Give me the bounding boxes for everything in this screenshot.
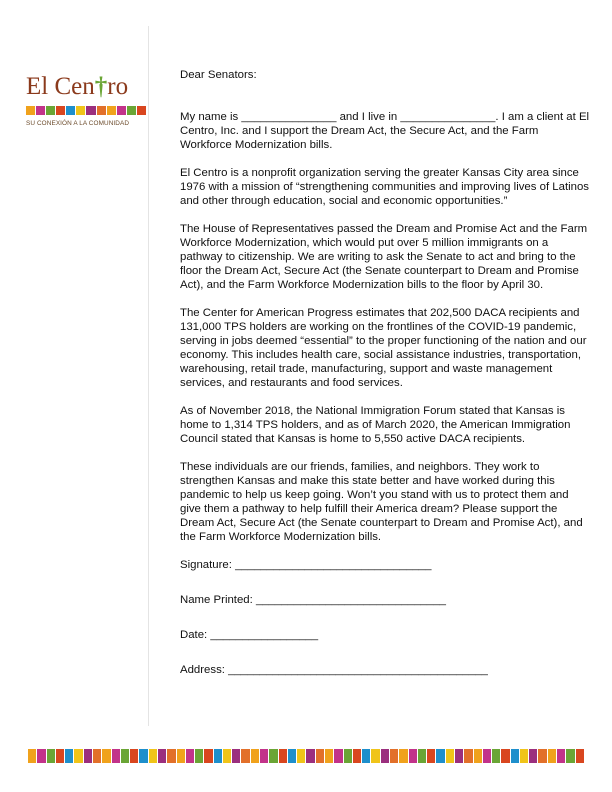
pattern-tile [362,749,370,763]
pattern-tile [279,749,287,763]
pattern-tile [548,749,556,763]
pattern-tile [223,749,231,763]
pattern-tile [36,106,45,115]
letter-body [180,68,592,698]
pattern-tile [538,749,546,763]
pattern-tile [566,749,574,763]
pattern-tile [381,749,389,763]
pattern-tile [66,106,75,115]
paragraph-house: The House of Representatives passed the Dream and Promise Act and the Farm Workforce Modernization, which would put over 5 million immigrants on a pathway to citizenship. We are writing to ask the Senate to act and bring to the floor the Dream Act, Secure Act (the Senate counterpart to Dream and Promise Act), and the Farm Workforce Modernization bills to the floor by April 30. [180,223,588,291]
pattern-tile [399,749,407,763]
pattern-tile [501,749,509,763]
footer-pattern-strip [28,749,584,763]
pattern-tile [344,749,352,763]
pattern-tile [97,106,106,115]
salutation: Dear Senators: [180,69,257,81]
logo-pattern-strip [26,106,146,115]
pattern-tile [288,749,296,763]
pattern-tile [137,106,146,115]
pattern-tile [167,749,175,763]
pattern-tile [511,749,519,763]
pattern-tile [28,749,36,763]
pattern-tile [46,106,55,115]
pattern-tile [65,749,73,763]
paragraph-mission: El Centro is a nonprofit organization serving the greater Kansas City area since 1976 with a mission of “strengthening communities and improving lives of Latinos and other through education, social and economic opportunities.” [180,167,590,207]
pattern-tile [204,749,212,763]
pattern-tile [37,749,45,763]
pattern-tile [177,749,185,763]
pattern-tile [74,749,82,763]
pattern-tile [214,749,222,763]
paragraph-progress: The Center for American Progress estimates that 202,500 DACA recipients and 131,000 TPS holders are working on the frontlines of the COVID-19 pandemic, serving in jobs deemed “essential” to the proper functioning of the nation and our economy. This includes health care, social assistance industries, transportation, warehousing, retail trade, manufacturing, support and waste management services, and restaurants and food services. [180,307,587,389]
pattern-tile [334,749,342,763]
pattern-tile [353,749,361,763]
pattern-tile [102,749,110,763]
pattern-tile [464,749,472,763]
pattern-tile [316,749,324,763]
pattern-tile [139,749,147,763]
paragraph-intro: My name is _______________ and I live in _______________. I am a client at El Centro, Inc. and I support the Dream Act, the Secure Act, and the Farm Workforce Modernization bills. [180,111,590,151]
pattern-tile [56,749,64,763]
pattern-tile [520,749,528,763]
date-field: Date: _________________ [180,629,319,641]
pattern-tile [121,749,129,763]
pattern-tile [93,749,101,763]
address-field: Address: _________________________________________ [180,664,488,676]
pattern-tile [47,749,55,763]
pattern-tile [158,749,166,763]
pattern-tile [427,749,435,763]
pattern-tile [269,749,277,763]
el-centro-logo [26,74,146,127]
pattern-tile [297,749,305,763]
pattern-tile [483,749,491,763]
pattern-tile [251,749,259,763]
logo-tagline: SU CONEXIÓN A LA COMUNIDAD [26,120,130,127]
pattern-tile [576,749,584,763]
pattern-tile [84,749,92,763]
pattern-tile [306,749,314,763]
pattern-tile [455,749,463,763]
pattern-tile [436,749,444,763]
pattern-tile [56,106,65,115]
logo-wordmark: El Cen†ro [26,73,129,100]
paragraph-appeal: These individuals are our friends, families, and neighbors. They work to strengthen Kansas and make this state better and have worked during this pandemic to help us keep going. Won’t you stand with us to protect them and give them a pathway to help fulfill their America dream? Please support the Dream Act, Secure Act (the Senate counterpart to Dream and Promise Act), and the Farm Workforce Modernization bills. [180,461,583,543]
pattern-tile [186,749,194,763]
pattern-tile [325,749,333,763]
vertical-divider [148,26,149,726]
paragraph-kansas: As of November 2018, the National Immigration Forum stated that Kansas is home to 1,314 TPS holders, and as of March 2020, the American Immigration Council stated that Kansas is home to 5,550 active DACA recipients. [180,405,571,445]
pattern-tile [418,749,426,763]
pattern-tile [86,106,95,115]
pattern-tile [529,749,537,763]
pattern-tile [409,749,417,763]
pattern-tile [371,749,379,763]
pattern-tile [390,749,398,763]
pattern-tile [130,749,138,763]
pattern-tile [76,106,85,115]
pattern-tile [107,106,116,115]
pattern-tile [26,106,35,115]
pattern-tile [446,749,454,763]
pattern-tile [112,749,120,763]
pattern-tile [260,749,268,763]
signature-field: Signature: _______________________________ [180,559,432,571]
pattern-tile [232,749,240,763]
pattern-tile [492,749,500,763]
pattern-tile [195,749,203,763]
pattern-tile [127,106,136,115]
pattern-tile [117,106,126,115]
pattern-tile [474,749,482,763]
pattern-tile [241,749,249,763]
pattern-tile [149,749,157,763]
pattern-tile [557,749,565,763]
name-printed-field: Name Printed: ______________________________ [180,594,447,606]
